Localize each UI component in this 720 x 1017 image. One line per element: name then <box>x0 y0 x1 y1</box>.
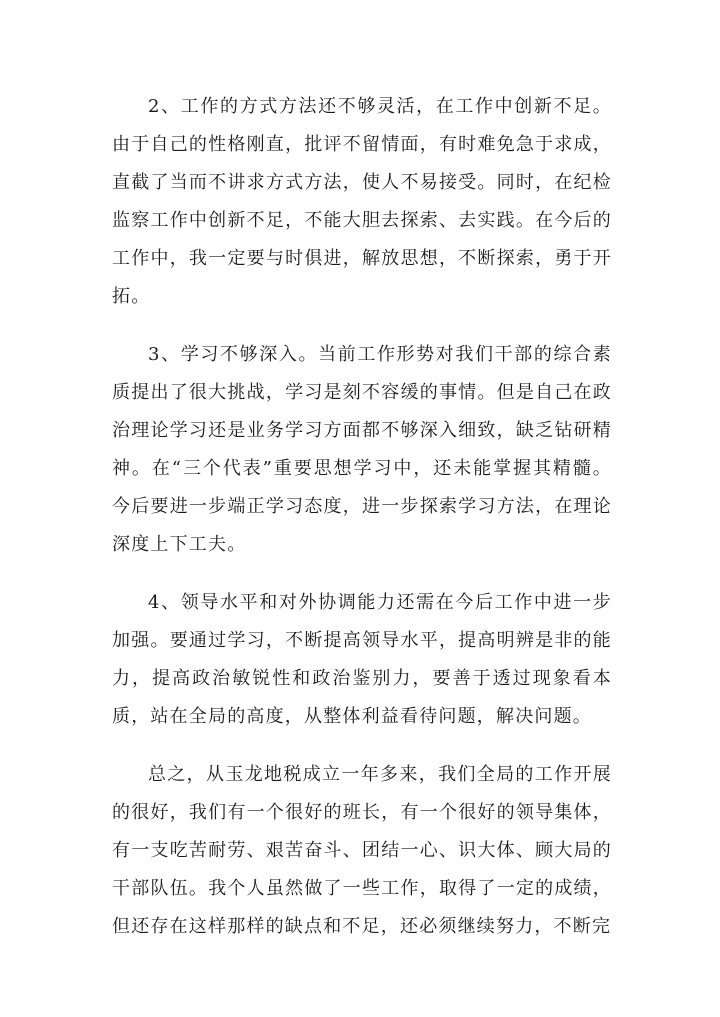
paragraph-work-method: 2、工作的方式方法还不够灵活，在工作中创新不足。由于自己的性格刚直，批评不留情面，有时难免急于求成，直截了当而不讲求方式方法，使人不易接受。同时，在纪检监察工作中创新不足，不能大胆去探索、去实践。在今后的工作中，我一定要与时俱进，解放思想，不断探索，勇于开拓。 <box>112 96 612 307</box>
paragraph-summary: 总之，从玉龙地税成立一年多来，我们全局的工作开展的很好，我们有一个很好的班长，有一个很好的领导集体，有一支吃苦耐劳、艰苦奋斗、团结一心、识大体、顾大局的干部队伍。我个人虽然做了一些工作，取得了一定的成绩，但还存在这样那样的缺点和不足，还必须继续努力，不断完 <box>112 764 612 937</box>
paragraph-study: 3、学习不够深入。当前工作形势对我们干部的综合素质提出了很大挑战，学习是刻不容缓的事情。但是自己在政治理论学习还是业务学习方面都不够深入细致，缺乏钻研精神。在“三个代表”重要思想学习中，还未能掌握其精髓。今后要进一步端正学习态度，进一步探索学习方法，在理论深度上下工夫。 <box>112 344 612 555</box>
document-body <box>112 88 612 966</box>
paragraph-leadership: 4、领导水平和对外协调能力还需在今后工作中进一步加强。要通过学习，不断提高领导水平，提高明辨是非的能力，提高政治敏锐性和政治鉴别力，要善于透过现象看本质，站在全局的高度，从整体利益看待问题，解决问题。 <box>112 592 612 727</box>
